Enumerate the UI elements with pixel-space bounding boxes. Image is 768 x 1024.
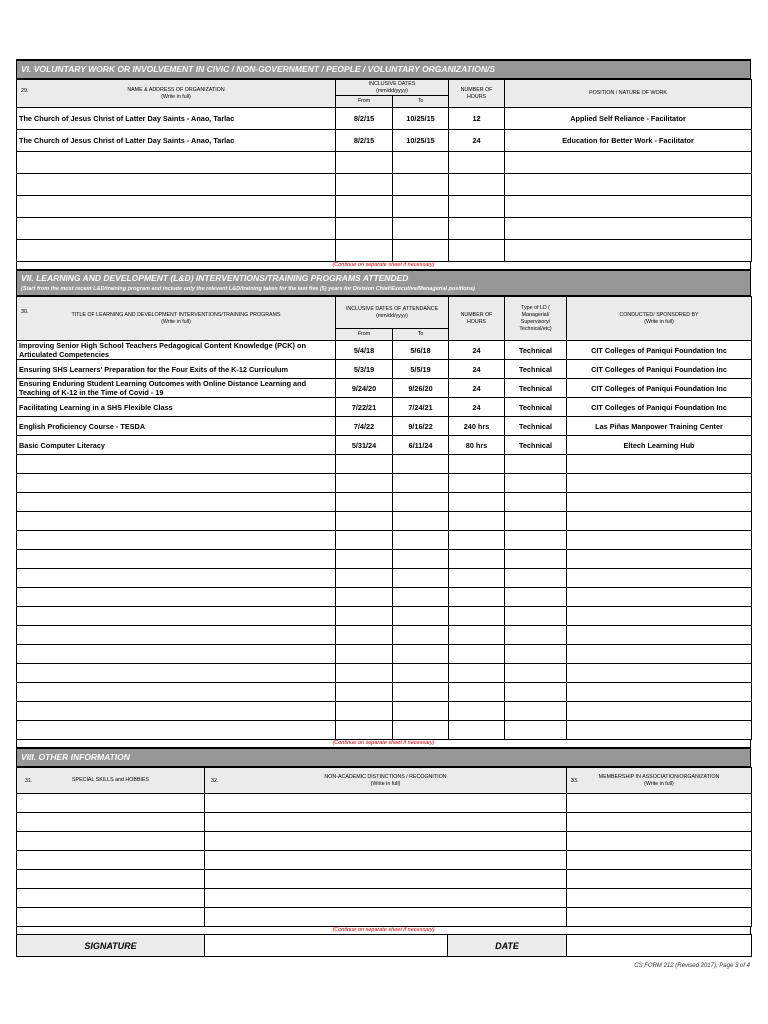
learning-row [17, 360, 752, 379]
learning-conducted-cell[interactable] [567, 683, 752, 702]
learning-to-cell[interactable] [393, 569, 449, 588]
voluntary-row [17, 240, 752, 262]
learning-type-cell[interactable] [505, 626, 567, 645]
voluntary-org-cell[interactable]: The Church of Jesus Christ of Latter Day Saints - Anao, Tarlac [17, 130, 336, 152]
skills-cell[interactable] [17, 870, 205, 889]
learning-hours-cell[interactable]: 240 hrs [449, 417, 505, 436]
membership-cell[interactable] [567, 832, 752, 851]
membership-cell[interactable] [567, 870, 752, 889]
learning-hours-cell[interactable] [449, 626, 505, 645]
learning-conducted-cell[interactable] [567, 645, 752, 664]
section-vi-title: VI. VOLUNTARY WORK OR INVOLVEMENT IN CIVIC / NON-GOVERNMENT / PEOPLE / VOLUNTARY ORGANIZATION/S [21, 64, 495, 74]
learning-conducted-cell[interactable] [567, 455, 752, 474]
learning-type-cell[interactable]: Technical [505, 398, 567, 417]
voluntary-position-header: POSITION / NATURE OF WORK [505, 80, 752, 108]
learning-title-cell[interactable] [17, 607, 336, 626]
learning-hours-cell[interactable]: 24 [449, 341, 505, 360]
learning-from-cell[interactable] [336, 455, 393, 474]
learning-to-cell[interactable] [393, 664, 449, 683]
learning-type-cell[interactable]: Technical [505, 360, 567, 379]
item-number-33: 33. [571, 778, 579, 784]
distinctions-cell[interactable] [205, 832, 567, 851]
learning-hours-cell[interactable] [449, 531, 505, 550]
voluntary-hours-cell[interactable] [449, 174, 505, 196]
distinctions-cell[interactable] [205, 794, 567, 813]
signature-table [16, 934, 752, 957]
other-info-row [17, 908, 752, 927]
learning-row [17, 512, 752, 531]
learning-from-cell[interactable]: 5/3/19 [336, 360, 393, 379]
learning-conducted-cell[interactable]: CIT Colleges of Paniqui Foundation Inc [567, 379, 752, 398]
learning-row [17, 626, 752, 645]
voluntary-position-cell[interactable] [505, 152, 752, 174]
other-info-row [17, 870, 752, 889]
learning-dates-sub: (mm/dd/yyyy) [376, 312, 408, 319]
section-vii-header [16, 269, 751, 296]
learning-row [17, 398, 752, 417]
learning-title-header-sub: (Write in full) [161, 318, 191, 325]
learning-to-cell[interactable] [393, 455, 449, 474]
learning-to-cell[interactable] [393, 702, 449, 721]
learning-title-cell[interactable] [17, 626, 336, 645]
learning-from-cell[interactable] [336, 569, 393, 588]
learning-conducted-cell[interactable] [567, 721, 752, 740]
voluntary-from-cell[interactable] [336, 152, 393, 174]
learning-row [17, 702, 752, 721]
learning-from-header: From [336, 329, 393, 341]
membership-cell[interactable] [567, 908, 752, 927]
voluntary-org-cell[interactable] [17, 152, 336, 174]
voluntary-org-cell[interactable] [17, 218, 336, 240]
other-information-table [16, 767, 752, 927]
learning-title-cell[interactable] [17, 702, 336, 721]
signature-field[interactable] [205, 935, 448, 957]
learning-row [17, 455, 752, 474]
learning-hours-cell[interactable] [449, 645, 505, 664]
learning-from-cell[interactable] [336, 645, 393, 664]
voluntary-org-cell[interactable] [17, 174, 336, 196]
learning-to-cell[interactable]: 6/11/24 [393, 436, 449, 455]
learning-title-cell[interactable] [17, 455, 336, 474]
learning-row [17, 341, 752, 360]
distinctions-cell[interactable] [205, 889, 567, 908]
learning-title-cell[interactable] [17, 588, 336, 607]
learning-conducted-cell[interactable] [567, 493, 752, 512]
learning-row [17, 645, 752, 664]
learning-to-cell[interactable] [393, 512, 449, 531]
learning-dates-header [336, 297, 449, 329]
membership-cell[interactable] [567, 851, 752, 870]
section-viii-title: VIII. OTHER INFORMATION [21, 752, 130, 762]
voluntary-row [17, 196, 752, 218]
skills-cell[interactable] [17, 908, 205, 927]
learning-type-cell[interactable] [505, 607, 567, 626]
learning-from-cell[interactable] [336, 474, 393, 493]
voluntary-from-cell[interactable] [336, 174, 393, 196]
learning-type-cell[interactable] [505, 550, 567, 569]
voluntary-hours-header: NUMBER OF HOURS [449, 80, 505, 108]
voluntary-row [17, 218, 752, 240]
learning-from-cell[interactable]: 5/31/24 [336, 436, 393, 455]
other-continue-note: (Continue on separate sheet if necessary) [16, 927, 751, 934]
learning-conducted-cell[interactable]: CIT Colleges of Paniqui Foundation Inc [567, 360, 752, 379]
voluntary-from-cell[interactable] [336, 240, 393, 262]
learning-type-cell[interactable]: Technical [505, 341, 567, 360]
voluntary-from-cell[interactable]: 8/2/15 [336, 130, 393, 152]
learning-hours-header: NUMBER OF HOURS [449, 297, 505, 341]
learning-to-cell[interactable] [393, 493, 449, 512]
skills-cell[interactable] [17, 832, 205, 851]
voluntary-org-cell[interactable] [17, 196, 336, 218]
learning-to-header: To [393, 329, 449, 341]
membership-cell[interactable] [567, 889, 752, 908]
learning-to-cell[interactable]: 9/16/22 [393, 417, 449, 436]
skills-cell[interactable] [17, 889, 205, 908]
voluntary-from-header: From [336, 96, 393, 108]
voluntary-position-cell[interactable] [505, 174, 752, 196]
voluntary-continue-note: (Continue on separate sheet if necessary) [16, 262, 751, 269]
learning-from-cell[interactable]: 5/4/18 [336, 341, 393, 360]
item-number-29: 29. [21, 88, 29, 94]
learning-title-cell[interactable] [17, 512, 336, 531]
learning-title-cell[interactable]: English Proficiency Course - TESDA [17, 417, 336, 436]
voluntary-hours-cell[interactable]: 12 [449, 108, 505, 130]
learning-title-cell[interactable] [17, 550, 336, 569]
learning-hours-cell[interactable] [449, 569, 505, 588]
learning-title-cell[interactable] [17, 569, 336, 588]
voluntary-position-cell[interactable] [505, 218, 752, 240]
learning-title-header [17, 297, 336, 341]
voluntary-position-cell[interactable]: Education for Better Work - Facilitator [505, 130, 752, 152]
learning-row [17, 588, 752, 607]
learning-row [17, 417, 752, 436]
learning-from-cell[interactable] [336, 493, 393, 512]
voluntary-position-cell[interactable]: Applied Self Reliance - Facilitator [505, 108, 752, 130]
learning-from-cell[interactable]: 7/4/22 [336, 417, 393, 436]
voluntary-dates-label: INCLUSIVE DATES [368, 80, 416, 87]
voluntary-to-header: To [393, 96, 449, 108]
learning-type-cell[interactable] [505, 512, 567, 531]
learning-title-cell[interactable]: Basic Computer Literacy [17, 436, 336, 455]
voluntary-row [17, 152, 752, 174]
learning-row [17, 379, 752, 398]
learning-to-cell[interactable]: 5/5/19 [393, 360, 449, 379]
voluntary-row [17, 174, 752, 196]
voluntary-from-cell[interactable] [336, 196, 393, 218]
learning-to-cell[interactable] [393, 588, 449, 607]
skills-cell[interactable] [17, 851, 205, 870]
distinctions-header-label: NON-ACADEMIC DISTINCTIONS / RECOGNITION [324, 773, 447, 780]
learning-conducted-cell[interactable] [567, 702, 752, 721]
learning-continue-note: (Continue on separate sheet if necessary) [16, 740, 751, 747]
learning-type-cell[interactable] [505, 721, 567, 740]
voluntary-hours-cell[interactable] [449, 218, 505, 240]
learning-conducted-cell[interactable]: Eltech Learning Hub [567, 436, 752, 455]
membership-header-sub: (Write in full) [644, 780, 674, 787]
learning-to-cell[interactable]: 9/26/20 [393, 379, 449, 398]
distinctions-header [205, 768, 567, 794]
learning-conducted-cell[interactable] [567, 550, 752, 569]
date-field[interactable] [567, 935, 752, 957]
pds-form-page-3 [16, 59, 751, 957]
learning-from-cell[interactable] [336, 550, 393, 569]
learning-type-cell[interactable] [505, 702, 567, 721]
learning-row [17, 531, 752, 550]
distinctions-cell[interactable] [205, 851, 567, 870]
learning-development-table [16, 296, 752, 740]
voluntary-to-cell[interactable] [393, 196, 449, 218]
signature-label: SIGNATURE [17, 935, 205, 957]
voluntary-org-header [17, 80, 336, 108]
membership-cell[interactable] [567, 794, 752, 813]
skills-header-label: SPECIAL SKILLS and HOBBIES [72, 777, 149, 783]
learning-to-cell[interactable] [393, 607, 449, 626]
learning-to-cell[interactable] [393, 531, 449, 550]
learning-type-cell[interactable] [505, 455, 567, 474]
learning-title-cell[interactable]: Improving Senior High School Teachers Pedagogical Content Knowledge (PCK) on Articulated Competencies [17, 341, 336, 360]
learning-to-cell[interactable] [393, 550, 449, 569]
voluntary-to-cell[interactable] [393, 218, 449, 240]
distinctions-header-sub: (Write in full) [370, 780, 401, 787]
learning-hours-cell[interactable]: 80 hrs [449, 436, 505, 455]
learning-hours-cell[interactable] [449, 588, 505, 607]
learning-conducted-cell[interactable] [567, 474, 752, 493]
learning-hours-cell[interactable] [449, 550, 505, 569]
voluntary-hours-cell[interactable] [449, 240, 505, 262]
learning-title-cell[interactable]: Facilitating Learning in a SHS Flexible Class [17, 398, 336, 417]
learning-to-cell[interactable] [393, 683, 449, 702]
learning-conducted-cell[interactable]: Las Piñas Manpower Training Center [567, 417, 752, 436]
learning-type-cell[interactable] [505, 569, 567, 588]
membership-cell[interactable] [567, 813, 752, 832]
membership-header-label: MEMBERSHIP IN ASSOCIATION/ORGANIZATION [598, 773, 720, 780]
learning-conducted-cell[interactable]: CIT Colleges of Paniqui Foundation Inc [567, 341, 752, 360]
learning-to-cell[interactable]: 5/6/18 [393, 341, 449, 360]
learning-row [17, 664, 752, 683]
learning-hours-cell[interactable] [449, 721, 505, 740]
learning-title-cell[interactable] [17, 664, 336, 683]
learning-conducted-cell[interactable] [567, 531, 752, 550]
learning-from-cell[interactable] [336, 607, 393, 626]
learning-from-cell[interactable]: 7/22/21 [336, 398, 393, 417]
voluntary-dates-header [336, 80, 449, 96]
learning-hours-cell[interactable] [449, 683, 505, 702]
learning-conducted-header [567, 297, 752, 341]
voluntary-hours-cell[interactable] [449, 152, 505, 174]
learning-conducted-cell[interactable] [567, 569, 752, 588]
learning-hours-cell[interactable] [449, 664, 505, 683]
learning-hours-cell[interactable]: 24 [449, 379, 505, 398]
other-info-row [17, 832, 752, 851]
learning-type-cell[interactable] [505, 683, 567, 702]
learning-from-cell[interactable]: 9/24/20 [336, 379, 393, 398]
learning-to-cell[interactable]: 7/24/21 [393, 398, 449, 417]
voluntary-org-header-label: NAME & ADDRESS OF ORGANIZATION [127, 86, 225, 93]
learning-type-cell[interactable] [505, 588, 567, 607]
learning-hours-cell[interactable] [449, 474, 505, 493]
learning-to-cell[interactable] [393, 626, 449, 645]
learning-title-header-label: TITLE OF LEARNING AND DEVELOPMENT INTERVENTIONS/TRAINING PROGRAMS [71, 311, 281, 318]
learning-title-cell[interactable] [17, 531, 336, 550]
section-vii-title: VII. LEARNING AND DEVELOPMENT (L&D) INTERVENTIONS/TRAINING PROGRAMS ATTENDED [21, 273, 409, 283]
learning-hours-cell[interactable] [449, 702, 505, 721]
date-label: DATE [448, 935, 567, 957]
voluntary-to-cell[interactable] [393, 174, 449, 196]
learning-to-cell[interactable] [393, 474, 449, 493]
learning-type-cell[interactable]: Technical [505, 436, 567, 455]
other-info-row [17, 889, 752, 908]
voluntary-hours-cell[interactable] [449, 196, 505, 218]
skills-header [17, 768, 205, 794]
learning-type-cell[interactable] [505, 474, 567, 493]
learning-title-cell[interactable] [17, 721, 336, 740]
skills-cell[interactable] [17, 794, 205, 813]
other-info-row [17, 794, 752, 813]
item-number-30: 30. [21, 309, 29, 315]
learning-hours-cell[interactable] [449, 493, 505, 512]
learning-type-cell[interactable]: Technical [505, 379, 567, 398]
learning-type-cell[interactable] [505, 531, 567, 550]
learning-to-cell[interactable] [393, 645, 449, 664]
voluntary-position-cell[interactable] [505, 196, 752, 218]
other-info-row [17, 813, 752, 832]
learning-type-cell[interactable] [505, 493, 567, 512]
learning-conducted-sub: (Write in full) [644, 318, 674, 325]
voluntary-org-cell[interactable]: The Church of Jesus Christ of Latter Day Saints - Anao, Tarlac [17, 108, 336, 130]
voluntary-position-cell[interactable] [505, 240, 752, 262]
learning-conducted-cell[interactable] [567, 588, 752, 607]
form-footer: CS FORM 212 (Revised 2017), Page 3 of 4 [634, 963, 750, 969]
learning-row [17, 474, 752, 493]
learning-type-header: Type of LD ( Managerial/ Supervisory/ Technical/etc) [505, 297, 567, 341]
learning-from-cell[interactable] [336, 721, 393, 740]
voluntary-to-cell[interactable]: 10/25/15 [393, 130, 449, 152]
learning-conducted-label: CONDUCTED/ SPONSORED BY [619, 311, 699, 318]
voluntary-hours-cell[interactable]: 24 [449, 130, 505, 152]
learning-from-cell[interactable] [336, 702, 393, 721]
other-info-row [17, 851, 752, 870]
learning-title-cell[interactable]: Ensuring Enduring Student Learning Outcomes with Online Distance Learning and Teaching of K-12 in the Time of Covid - 19 [17, 379, 336, 398]
learning-from-cell[interactable] [336, 626, 393, 645]
learning-from-cell[interactable] [336, 531, 393, 550]
learning-row [17, 436, 752, 455]
voluntary-from-cell[interactable]: 8/2/15 [336, 108, 393, 130]
voluntary-to-cell[interactable] [393, 240, 449, 262]
section-vii-subtitle: (Start from the most recent L&D/training program and include only the relevant L&D/training taken for the last five (5) years for Division Chief/Executive/Managerial positions) [21, 286, 475, 292]
learning-type-cell[interactable] [505, 664, 567, 683]
skills-cell[interactable] [17, 813, 205, 832]
learning-from-cell[interactable] [336, 512, 393, 531]
learning-conducted-cell[interactable] [567, 664, 752, 683]
learning-hours-cell[interactable]: 24 [449, 398, 505, 417]
learning-conducted-cell[interactable] [567, 626, 752, 645]
learning-row [17, 721, 752, 740]
learning-conducted-cell[interactable] [567, 512, 752, 531]
section-vi-header [16, 59, 751, 79]
voluntary-work-table [16, 79, 752, 262]
learning-hours-cell[interactable] [449, 607, 505, 626]
learning-from-cell[interactable] [336, 664, 393, 683]
learning-hours-cell[interactable] [449, 455, 505, 474]
learning-title-cell[interactable] [17, 474, 336, 493]
membership-header [567, 768, 752, 794]
voluntary-from-cell[interactable] [336, 218, 393, 240]
learning-row [17, 683, 752, 702]
learning-to-cell[interactable] [393, 721, 449, 740]
learning-conducted-cell[interactable]: CIT Colleges of Paniqui Foundation Inc [567, 398, 752, 417]
distinctions-cell[interactable] [205, 870, 567, 889]
learning-row [17, 493, 752, 512]
section-viii-header [16, 747, 751, 767]
voluntary-dates-sub: (mm/dd/yyyy) [376, 87, 408, 94]
learning-hours-cell[interactable]: 24 [449, 360, 505, 379]
voluntary-org-cell[interactable] [17, 240, 336, 262]
learning-title-cell[interactable] [17, 683, 336, 702]
voluntary-to-cell[interactable]: 10/25/15 [393, 108, 449, 130]
learning-title-cell[interactable] [17, 645, 336, 664]
item-number-32: 32. [211, 778, 219, 784]
distinctions-cell[interactable] [205, 813, 567, 832]
learning-row [17, 569, 752, 588]
voluntary-row [17, 108, 752, 130]
learning-conducted-cell[interactable] [567, 607, 752, 626]
item-number-31: 31. [25, 778, 33, 784]
learning-type-cell[interactable]: Technical [505, 417, 567, 436]
voluntary-row [17, 130, 752, 152]
voluntary-org-header-sub: (Write in full) [161, 93, 191, 100]
learning-dates-label: INCLUSIVE DATES OF ATTENDANCE [345, 305, 439, 312]
learning-hours-cell[interactable] [449, 512, 505, 531]
learning-row [17, 607, 752, 626]
learning-title-cell[interactable]: Ensuring SHS Learners' Preparation for the Four Exits of the K-12 Curriculum [17, 360, 336, 379]
learning-from-cell[interactable] [336, 683, 393, 702]
learning-row [17, 550, 752, 569]
learning-type-cell[interactable] [505, 645, 567, 664]
learning-title-cell[interactable] [17, 493, 336, 512]
voluntary-to-cell[interactable] [393, 152, 449, 174]
learning-from-cell[interactable] [336, 588, 393, 607]
distinctions-cell[interactable] [205, 908, 567, 927]
